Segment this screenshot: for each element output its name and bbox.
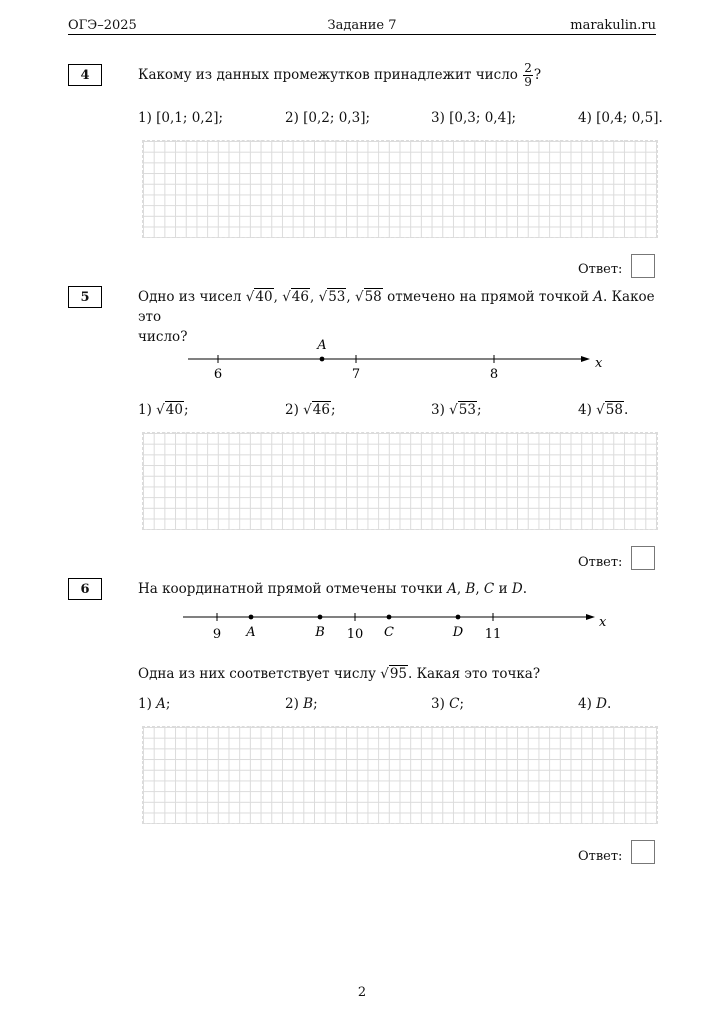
task-6-option-4[interactable]: 4) D.: [578, 696, 612, 712]
point-d: [456, 615, 461, 620]
axis-label-x: x: [595, 356, 603, 371]
task-6-option-2[interactable]: 2) B;: [285, 696, 318, 712]
task-5-option-2[interactable]: 2) √46;: [285, 402, 336, 418]
task-5-answer-box[interactable]: [631, 546, 655, 570]
fraction: $\frac{2}{9}$: [524, 61, 532, 89]
task-6-number-line: [175, 604, 615, 648]
task-6-answer-label: Ответ:: [578, 849, 623, 864]
tick-label-7: 7: [351, 367, 361, 382]
header-rule: [68, 34, 656, 35]
task-6-option-1[interactable]: 1) A;: [138, 696, 171, 712]
task-6-scratch-grid: [142, 726, 658, 824]
header-right: marakulin.ru: [570, 18, 656, 33]
task-5-number-line: [180, 334, 610, 384]
tick-label-6: 6: [213, 367, 223, 382]
tick-label-9: 9: [212, 627, 222, 642]
task-6-answer-box[interactable]: [631, 840, 655, 864]
task-6-option-3[interactable]: 3) C;: [431, 696, 465, 712]
task-5-answer-label: Ответ:: [578, 555, 623, 570]
tick-label-11: 11: [484, 627, 502, 642]
task-4-option-1[interactable]: 1) [0,1; 0,2];: [138, 110, 224, 126]
point-a: [320, 357, 325, 362]
axis-label-x: x: [599, 615, 607, 630]
point-label-d: D: [452, 625, 464, 640]
task-4-option-3[interactable]: 3) [0,3; 0,4];: [431, 110, 517, 126]
tick-label-8: 8: [489, 367, 499, 382]
task-4-answer-label: Ответ:: [578, 262, 623, 277]
task-4-option-4[interactable]: 4) [0,4; 0,5].: [578, 110, 663, 126]
axis-arrow: [586, 614, 595, 620]
task-5-option-1[interactable]: 1) √40;: [138, 402, 189, 418]
task-4-number: 4: [68, 64, 102, 86]
task-6-subquestion: Одна из них соответствует числу √95. Какая это точка?: [138, 666, 541, 682]
task-5-number: 5: [68, 286, 102, 308]
point-label-a: A: [317, 338, 327, 353]
point-b: [318, 615, 323, 620]
task-5-scratch-grid: [142, 432, 658, 530]
tick-label-10: 10: [346, 627, 364, 642]
point-a: [249, 615, 254, 620]
point-label-c: C: [384, 625, 394, 640]
axis-arrow: [581, 356, 590, 362]
task-4-scratch-grid: [142, 140, 658, 238]
point-label-a: A: [246, 625, 256, 640]
task-5-option-3[interactable]: 3) √53;: [431, 402, 482, 418]
task-5-question: Одно из чисел √40, √46, √53, √58 отмечено на прямой точкой A. Какое это число?: [138, 289, 655, 345]
point-c: [387, 615, 392, 620]
task-4-answer-box[interactable]: [631, 254, 655, 278]
task-5-option-4[interactable]: 4) √58.: [578, 402, 629, 418]
task-4-question: Какому из данных промежутков принадлежит число $\frac{2}{9}$ ?: [138, 61, 542, 89]
task-4-option-2[interactable]: 2) [0,2; 0,3];: [285, 110, 371, 126]
task-6-number: 6: [68, 578, 102, 600]
header-center: Задание 7: [327, 18, 397, 33]
page-number: 2: [357, 985, 367, 1000]
task-6-question: На координатной прямой отмечены точки A, B, C и D.: [138, 581, 527, 597]
point-label-b: B: [315, 625, 325, 640]
header-left: ОГЭ–2025: [68, 18, 137, 33]
